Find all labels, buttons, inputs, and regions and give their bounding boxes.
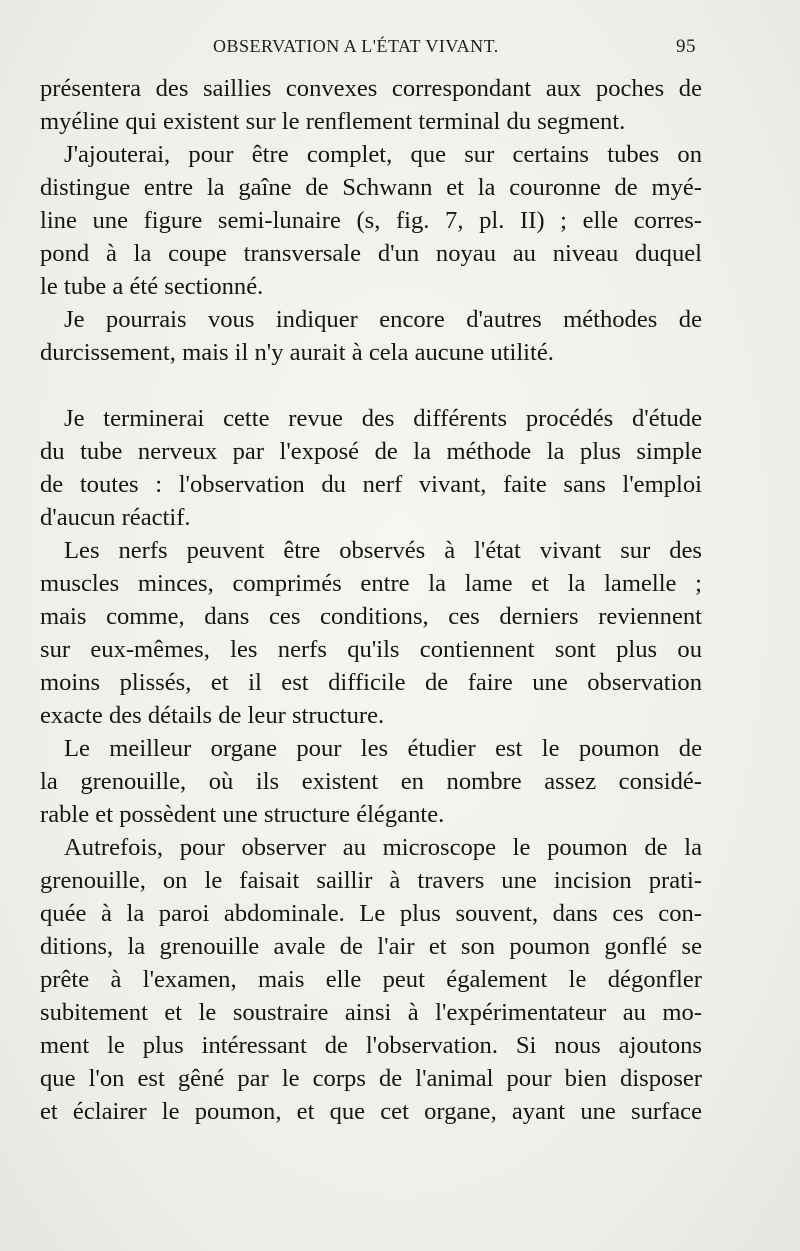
text-line: la grenouille, où ils existent en nombre assez considé- [40, 768, 702, 795]
paragraph [40, 534, 702, 732]
page-header [40, 36, 696, 62]
text-line: Autrefois, pour observer au microscope le poumon de la [64, 834, 702, 861]
paragraph [40, 138, 702, 303]
text-line: le tube a été sectionné. [40, 273, 264, 300]
text-line: de toutes : l'observation du nerf vivant, faite sans l'emploi [40, 471, 702, 498]
text-line: ment le plus intéressant de l'observation. Si nous ajoutons [40, 1032, 702, 1059]
text-line: J'ajouterai, pour être complet, que sur certains tubes on [64, 141, 702, 168]
text-line: d'aucun réactif. [40, 504, 191, 531]
text-line: subitement et le soustraire ainsi à l'expérimentateur au mo- [40, 999, 702, 1026]
section-gap [40, 369, 702, 402]
text-line: présentera des saillies convexes correspondant aux poches de [40, 75, 702, 102]
paragraph [40, 72, 702, 138]
text-line: moins plissés, et il est difficile de faire une observation [40, 669, 702, 696]
paragraph [40, 831, 702, 1128]
text-line: Les nerfs peuvent être observés à l'état vivant sur des [64, 537, 702, 564]
text-line: ditions, la grenouille avale de l'air et son poumon gonflé se [40, 933, 702, 960]
text-line: muscles minces, comprimés entre la lame et la lamelle ; [40, 570, 702, 597]
text-line: mais comme, dans ces conditions, ces derniers reviennent [40, 603, 702, 630]
paragraph [40, 303, 702, 369]
text-line: Je pourrais vous indiquer encore d'autres méthodes de [64, 306, 702, 333]
text-line: myéline qui existent sur le renflement terminal du segment. [40, 108, 626, 135]
paragraph [40, 402, 702, 534]
text-line: que l'on est gêné par le corps de l'animal pour bien disposer [40, 1065, 702, 1092]
text-line: du tube nerveux par l'exposé de la méthode la plus simple [40, 438, 702, 465]
text-line: Le meilleur organe pour les étudier est le poumon de [64, 735, 702, 762]
body-text [40, 72, 702, 1128]
text-line: distingue entre la gaîne de Schwann et la couronne de myé- [40, 174, 702, 201]
running-title: OBSERVATION A L'ÉTAT VIVANT. [213, 36, 499, 56]
text-line: durcissement, mais il n'y aurait à cela aucune utilité. [40, 339, 554, 366]
text-line: prête à l'examen, mais elle peut également le dégonfler [40, 966, 702, 993]
paragraph [40, 732, 702, 831]
text-line: rable et possèdent une structure élégante. [40, 801, 445, 828]
text-line: et éclairer le poumon, et que cet organe, ayant une surface [40, 1098, 702, 1125]
text-line: grenouille, on le faisait saillir à travers une incision prati- [40, 867, 702, 894]
text-line: Je terminerai cette revue des différents procédés d'étude [64, 405, 702, 432]
page-number: 95 [676, 36, 696, 57]
text-line: line une figure semi-lunaire (s, fig. 7, pl. II) ; elle corres- [40, 207, 702, 234]
text-line: quée à la paroi abdominale. Le plus souvent, dans ces con- [40, 900, 702, 927]
text-line: sur eux-mêmes, les nerfs qu'ils contiennent sont plus ou [40, 636, 702, 663]
text-line: exacte des détails de leur structure. [40, 702, 385, 729]
text-line: pond à la coupe transversale d'un noyau au niveau duquel [40, 240, 702, 267]
